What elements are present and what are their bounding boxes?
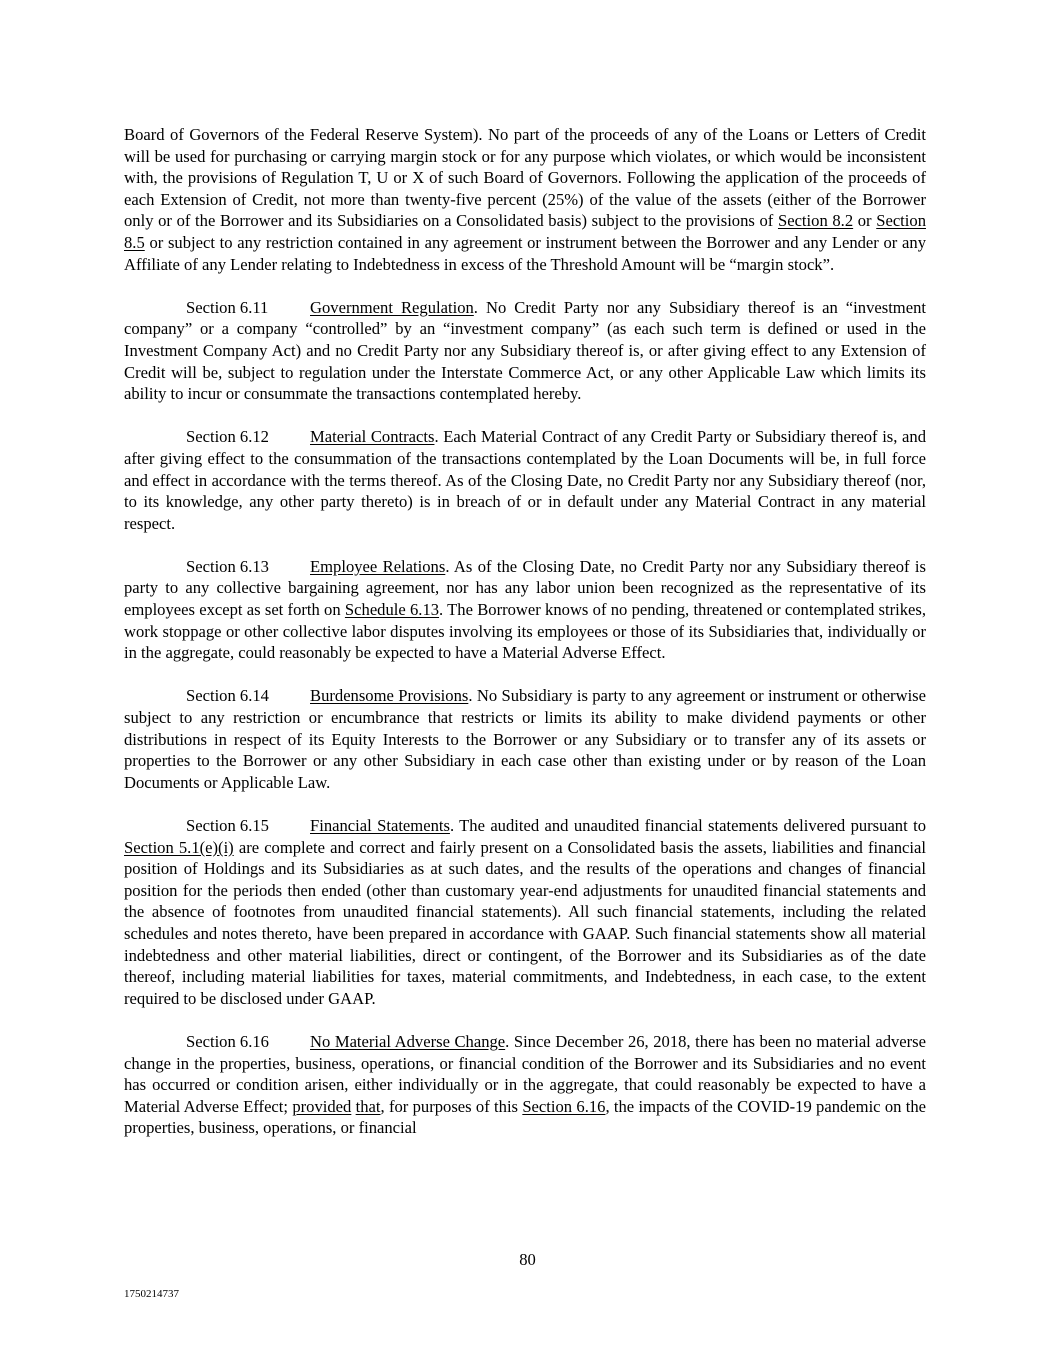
cross-reference: Section 5.1(e)(i) <box>124 837 234 857</box>
section-number: Section 6.13 <box>186 556 269 576</box>
cross-reference: Section 8.2 <box>777 211 854 231</box>
section-title: Burdensome Provisions <box>310 686 469 706</box>
section-6-13: Section 6.13 Employee Relations. As of the Closing Date, no Credit Party nor any Subsidiary thereof is party to any collective bargaining agreement, nor has any labor union been recognized as the representative of its employees except as set forth on Schedule 6.13. The Borrower knows of no pending, threatened or contemplated strikes, work stoppage or other collective labor disputes involving its employees or those of its Subsidiaries that, individually or in the aggregate, could reasonably be expected to have a Material Adverse Effect. <box>124 556 926 663</box>
page-number: 80 <box>519 1250 536 1269</box>
section-title: Government Regulation <box>310 297 474 317</box>
document-id: 1750214737 <box>124 1288 179 1300</box>
cross-reference: Section 6.16 <box>522 1096 606 1116</box>
section-title: Material Contracts <box>310 427 435 447</box>
section-number: Section 6.16 <box>186 1031 269 1051</box>
section-title: Financial Statements <box>310 816 450 835</box>
section-number: Section 6.15 <box>186 816 269 835</box>
defined-term: that <box>355 1096 381 1116</box>
section-6-14: Section 6.14 Burdensome Provisions. No Subsidiary is party to any agreement or instrument or otherwise subject to any restriction or encumbrance that restricts or limits its ability to make dividend payments or other distributions in respect of its Equity Interests to the Borrower or any Subsidiary or to transfer any of its assets or properties to the Borrower or any other Subsidiary in each case other than existing under or by reason of the Loan Documents or Applicable Law. <box>124 686 926 792</box>
section-6-12: Section 6.12 Material Contracts. Each Material Contract of any Credit Party or Subsidiary thereof is, and after giving effect to the consummation of the transactions contemplated by the Loan Documents will be, in full force and effect in accordance with the terms thereof. As of the Closing Date, no Credit Party nor any Subsidiary thereof (nor, to its knowledge, any other party thereto) is in breach of or in default under any Material Contract in any material respect. <box>124 427 927 533</box>
section-number: Section 6.14 <box>186 686 269 706</box>
section-title: Employee Relations <box>310 556 446 576</box>
defined-term: provided <box>292 1096 352 1116</box>
cross-reference: Schedule 6.13 <box>344 600 440 620</box>
section-title: No Material Adverse Change <box>310 1031 506 1051</box>
section-6-11: Section 6.11 Government Regulation. No Credit Party nor any Subsidiary thereof is an “investment company” or a company “controlled” by an “investment company” (as each such term is defined or used in the Investment Company Act) and no Credit Party nor any Subsidiary thereof is, or after giving effect to any Extension of Credit will be, subject to regulation under the Interstate Commerce Act, or any other Applicable Law which limits its ability to incur or consummate the transactions contemplated hereby. <box>124 297 926 404</box>
section-number: Section 6.11 <box>186 297 269 317</box>
section-6-16: Section 6.16 No Material Adverse Change. Since December 26, 2018, there has been no material adverse change in the properties, business, operations, or financial condition of the Borrower and its Subsidiaries and no event has occurred or condition arisen, either individually or in the aggregate, that could reasonably be expected to have a Material Adverse Effect; provided that, for purposes of this Section 6.16, the impacts of the COVID-19 pandemic on the properties, business, operations, or financial <box>124 1031 927 1138</box>
section-6-15: Section 6.15 Financial Statements. The audited and unaudited financial statements delivered pursuant to Section 5.1(e)(i) are complete and correct and fairly present on a Consolidated basis the assets, liabilities and financial position of Holdings and its Subsidiaries as at such dates, and the results of the operations and changes of financial position for the periods then ended (other than customary year-end adjustments for unaudited financial statements and the absence of footnotes from unaudited financial statements). All such financial statements, including the related schedules and notes thereto, have been prepared in accordance with GAAP. Such financial statements show all material indebtedness and other material liabilities, direct or contingent, of the Borrower and its Subsidiaries as of the date thereof, including material liabilities for taxes, material commitments, and Indebtedness, in each case, to the extent required to be disclosed under GAAP. <box>124 816 926 1008</box>
page-body <box>124 124 926 1161</box>
cross-reference: Section 8.5 <box>124 211 926 252</box>
continued-paragraph: Board of Governors of the Federal Reserve System). No part of the proceeds of any of the Loans or Letters of Credit will be used for purchasing or carrying margin stock or for any purpose which violates, or which would be inconsistent with, the provisions of Regulation T, U or X of such Board of Governors. Following the application of the proceeds of each Extension of Credit, not more than twenty-five percent (25%) of the value of the assets (either of the Borrower only or of the Borrower and its Subsidiaries on a Consolidated basis) subject to the provisions of Section 8.2 or Section 8.5 or subject to any restriction contained in any agreement or instrument between the Borrower and any Lender or any Affiliate of any Lender relating to Indebtedness in excess of the Threshold Amount will be “margin stock”. <box>124 125 926 274</box>
section-number: Section 6.12 <box>186 427 269 447</box>
